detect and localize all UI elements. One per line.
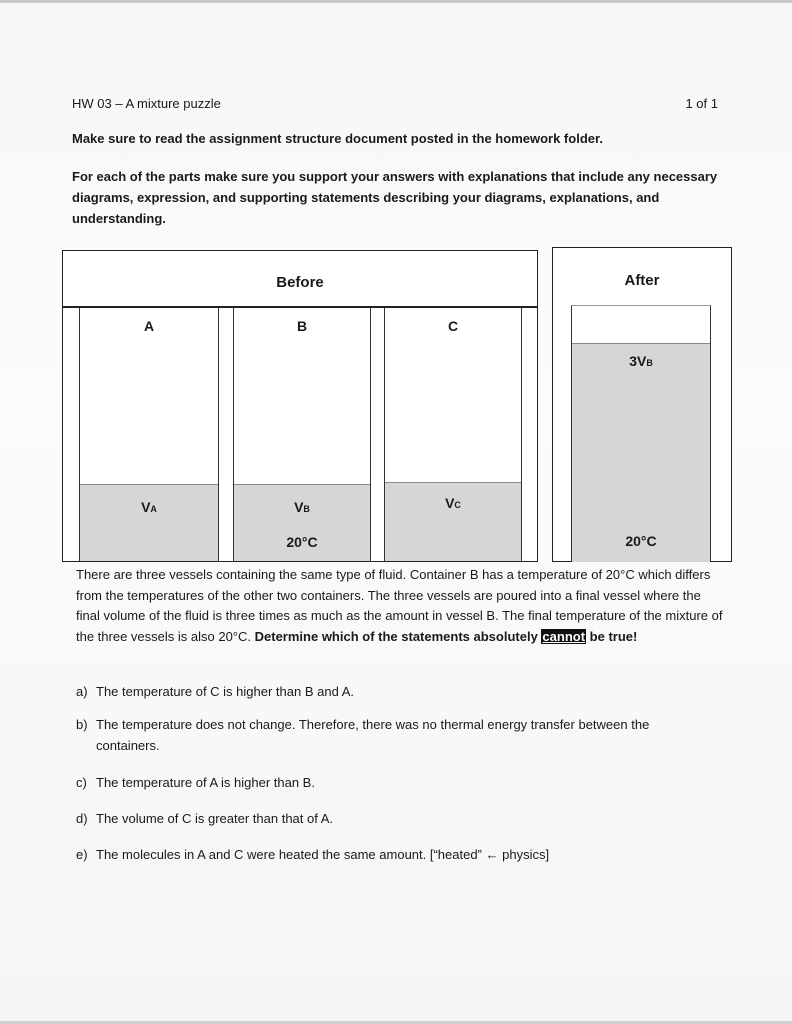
final-vessel-volume: 3VB xyxy=(629,353,653,369)
assignment-title: HW 03 – A mixture puzzle xyxy=(72,96,221,111)
option-a: a) The temperature of C is higher than B and A. xyxy=(76,684,354,699)
final-vessel xyxy=(571,305,711,562)
vessel-c-fluid xyxy=(385,482,521,561)
vessel-a xyxy=(79,308,219,561)
problem-statement xyxy=(76,565,726,647)
vessel-c xyxy=(384,308,522,561)
page-edge-top xyxy=(0,0,792,3)
final-vessel-fluid xyxy=(572,343,710,562)
page-number: 1 of 1 xyxy=(685,96,718,111)
vessel-b-fluid xyxy=(234,484,370,561)
vessel-c-label: C xyxy=(447,318,459,334)
vessel-b-temperature: 20°C xyxy=(286,534,318,550)
instruction-support-answers: For each of the parts make sure you support your answers with explanations that include any necessary diagrams, expression, and supporting statements describing your diagrams, explanations, and understanding. xyxy=(72,169,718,226)
vessel-a-fluid xyxy=(80,484,218,561)
instruction-read-structure: Make sure to read the assignment structure document posted in the homework folder. xyxy=(72,131,603,146)
after-title: After xyxy=(624,272,660,289)
problem-question-end: be true! xyxy=(586,628,638,644)
highlighted-cannot: cannot xyxy=(542,628,586,644)
before-diagram xyxy=(62,250,538,562)
vessel-b-label: B xyxy=(296,318,308,334)
option-c: c) The temperature of A is higher than B. xyxy=(76,775,315,790)
option-e: e) The molecules in A and C were heated the same amount. [“heated” ← physics] xyxy=(76,847,550,862)
vessel-a-volume: VA xyxy=(141,499,157,515)
before-title: Before xyxy=(276,274,324,291)
vessel-b xyxy=(233,308,371,561)
vessel-c-volume: VC xyxy=(445,495,461,511)
problem-text: There are three vessels containing the same type of fluid. Container B has a temperature of 20°C which differs from the temperatures of the other two containers. The three vessels are poured into a final vessel where the final volume of the fluid is three times as much as the amount in vessel B. The final temperature of the mixture of the three vessels is also 20°C. xyxy=(76,567,723,644)
option-d: d) The volume of C is greater than that of A. xyxy=(76,811,334,826)
problem-question-start: Determine which of the statements absolutely xyxy=(254,628,542,644)
after-diagram xyxy=(552,247,732,562)
option-b: b) The temperature does not change. Therefore, there was no thermal energy transfer between the containers. xyxy=(76,717,650,753)
final-vessel-temperature: 20°C xyxy=(625,533,657,549)
vessel-b-volume: VB xyxy=(294,499,310,515)
vessel-a-label: A xyxy=(143,318,155,334)
